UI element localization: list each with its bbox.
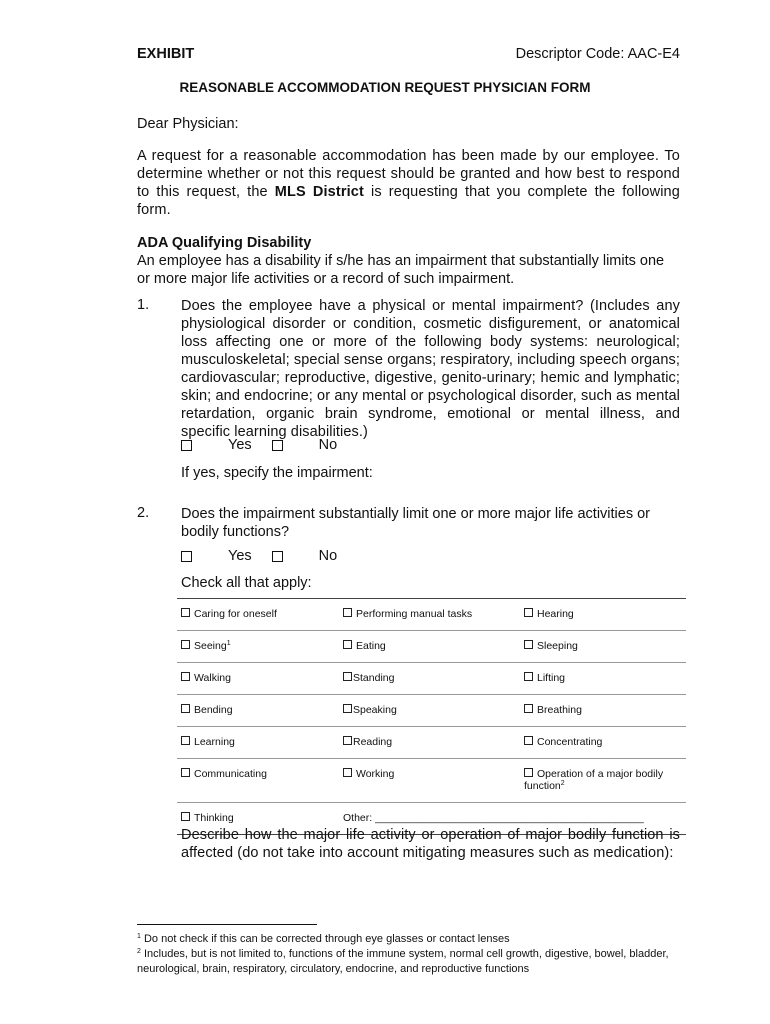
footnote-1-mark: 1: [137, 933, 141, 940]
district-name: MLS District: [274, 184, 364, 200]
table-row: [177, 727, 686, 759]
activity-concentrating[interactable]: Concentrating: [520, 727, 684, 758]
footnote-2: [137, 947, 682, 977]
question-1-number: 1.: [137, 297, 150, 313]
footnote-1: [137, 932, 510, 947]
checkbox-icon[interactable]: [343, 640, 352, 649]
describe-impact-prompt: Describe how the major life activity or operation of major bodily function is affected (do not take into account mitigating measures such as medication):: [181, 827, 680, 861]
checkbox-icon[interactable]: [181, 704, 190, 713]
activity-lifting[interactable]: Lifting: [520, 663, 684, 694]
checkbox-icon[interactable]: [524, 640, 533, 649]
checkbox-icon[interactable]: [181, 672, 190, 681]
activity-other-field[interactable]: Other: ______________________________________________: [343, 812, 644, 824]
checkbox-icon[interactable]: [181, 812, 190, 821]
q2-yes-checkbox[interactable]: [181, 551, 192, 562]
checkbox-icon[interactable]: [343, 608, 352, 617]
checkbox-icon[interactable]: [181, 640, 190, 649]
activity-standing[interactable]: Standing: [339, 663, 520, 694]
intro-text-before: A request for a reasonable accommodation has been made by our employee. To determine whether or not this request should be granted and how best to respond to this request, the: [137, 148, 680, 200]
activity-reading[interactable]: Reading: [339, 727, 520, 758]
ada-heading: ADA Qualifying Disability: [137, 235, 312, 251]
descriptor-code: Descriptor Code: AAC-E4: [515, 46, 680, 62]
activity-eating[interactable]: Eating: [339, 631, 520, 662]
footnote-divider: [137, 924, 317, 925]
activity-working[interactable]: Working: [339, 759, 520, 802]
activity-seeing[interactable]: Seeing$^1$: [177, 631, 339, 662]
footnote-ref-1: 1: [226, 640, 231, 647]
exhibit-label: EXHIBIT: [137, 46, 195, 62]
footnote-1-text: Do not check if this can be corrected through eye glasses or contact lenses: [140, 933, 510, 945]
activity-caring[interactable]: Caring for oneself: [177, 599, 339, 630]
activities-checklist: [177, 598, 686, 835]
activity-bending[interactable]: Bending: [177, 695, 339, 726]
intro-paragraph: [137, 147, 680, 219]
footnote-2-text: Includes, but is not limited to, functions of the immune system, normal cell growth, digestive, bowel, bladder, neurological, brain, respiratory, circulatory, endocrine, and reproductive functions: [137, 948, 669, 975]
ada-definition: An employee has a disability if s/he has an impairment that substantially limits one or more major life activities or a record of such impairment.: [137, 253, 665, 287]
activity-speaking[interactable]: Speaking: [339, 695, 520, 726]
footnote-2-mark: 2: [137, 948, 141, 955]
salutation: Dear Physician:: [137, 116, 239, 132]
checkbox-icon[interactable]: [343, 704, 352, 713]
q1-yes-checkbox[interactable]: [181, 440, 192, 451]
check-all-label: Check all that apply:: [181, 575, 312, 591]
table-row: [177, 599, 686, 631]
specify-impairment-label: If yes, specify the impairment:: [181, 465, 373, 481]
checkbox-icon[interactable]: [524, 704, 533, 713]
activity-learning[interactable]: Learning: [177, 727, 339, 758]
activity-communicating[interactable]: Communicating: [177, 759, 339, 802]
checkbox-icon[interactable]: [181, 768, 190, 777]
question-1-text: Does the employee have a physical or mental impairment? (Includes any physiological disorder or condition, cosmetic disfigurement, or anatomical loss affecting one or more of the following body systems: neurological; musculoskeletal; special sense organs; respiratory, including speech organs; cardiovascular; reproductive, digestive, genito-urinary; hemic and lymphatic; skin; and endocrine; or any mental or psychological disorder, such as mental retardation, organic brain syndrome, emotional or mental illness, and specific learning disabilities.): [181, 298, 680, 440]
q1-no-label: No: [318, 437, 338, 453]
activity-manual-tasks[interactable]: Performing manual tasks: [339, 599, 520, 630]
intro-text-after: is requesting that you complete the following form.: [137, 184, 680, 218]
question-2-number: 2.: [137, 505, 150, 521]
form-title: REASONABLE ACCOMMODATION REQUEST PHYSICIAN FORM: [179, 80, 591, 95]
checkbox-icon[interactable]: [343, 768, 352, 777]
q2-no-label: No: [318, 548, 338, 564]
activity-breathing[interactable]: Breathing: [520, 695, 684, 726]
checkbox-icon[interactable]: [343, 736, 352, 745]
checkbox-icon[interactable]: [181, 736, 190, 745]
table-row: [177, 663, 686, 695]
checkbox-icon[interactable]: [343, 672, 352, 681]
q1-no-checkbox[interactable]: [272, 440, 283, 451]
question-2-options: [181, 548, 337, 564]
question-1-options: [181, 437, 337, 453]
checkbox-icon[interactable]: [524, 672, 533, 681]
checkbox-icon[interactable]: [524, 768, 533, 777]
activity-thinking[interactable]: Thinking: [177, 803, 339, 834]
table-row: [177, 695, 686, 727]
activity-hearing[interactable]: Hearing: [520, 599, 684, 630]
table-row: [177, 759, 686, 803]
question-2-text: Does the impairment substantially limit one or more major life activities or bodily functions?: [181, 506, 651, 540]
q2-no-checkbox[interactable]: [272, 551, 283, 562]
checkbox-icon[interactable]: [524, 736, 533, 745]
checkbox-icon[interactable]: [524, 608, 533, 617]
q1-yes-label: Yes: [228, 437, 252, 453]
activity-bodily-function[interactable]: Operation of a major bodily function$^2$: [524, 768, 664, 792]
activity-walking[interactable]: Walking: [177, 663, 339, 694]
checkbox-icon[interactable]: [181, 608, 190, 617]
q2-yes-label: Yes: [228, 548, 252, 564]
table-row: [177, 631, 686, 663]
activity-sleeping[interactable]: Sleeping: [520, 631, 684, 662]
footnote-ref-2: 2: [560, 780, 565, 787]
